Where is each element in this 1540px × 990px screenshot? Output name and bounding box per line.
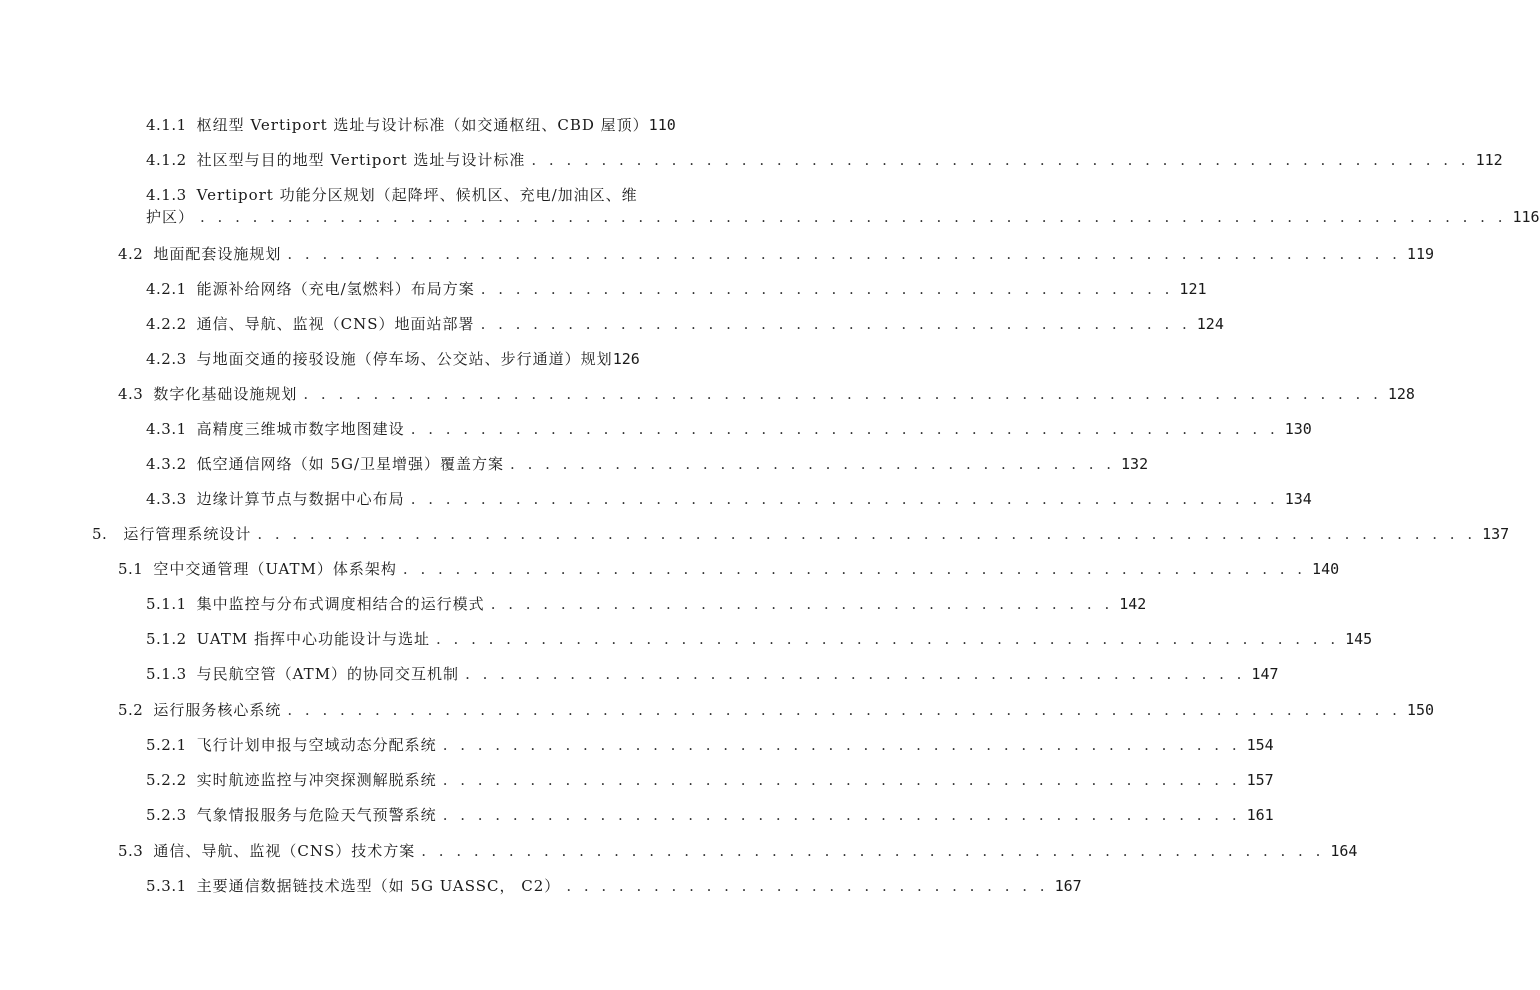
toc-title: 飞行计划申报与空域动态分配系统 (196, 736, 437, 754)
toc-entry-5-3[interactable] (118, 841, 1358, 861)
toc-entry-4-1-3-continued[interactable] (146, 207, 1540, 227)
toc-page: 128 (1387, 385, 1415, 403)
toc-leader: . . . . . . . . . . . . . . . . . . . . . . . . . . . . . . . . . . . . . . . . . . . . . (465, 665, 1246, 683)
toc-entry-5-2[interactable] (118, 700, 1435, 720)
toc-page: 154 (1246, 736, 1274, 754)
toc-page: 130 (1284, 420, 1312, 438)
toc-number: 4.1.2 (146, 151, 187, 169)
toc-number: 5.1.3 (146, 665, 187, 683)
toc-leader: . . . . . . . . . . . . . . . . . . . . . . . . . . . . . . . . . . . . . . . . . . . . . . . . . . . . (436, 630, 1340, 648)
toc-page: 140 (1312, 560, 1340, 578)
toc-leader: . . . . . . . . . . . . . . . . . . . . . . . . . . . . . . . . . . . . . . . . . . . . . . . . . . . . . . (531, 151, 1470, 169)
toc-number: 5.3 (118, 842, 144, 860)
toc-entry-4-2-1[interactable] (146, 279, 1207, 299)
toc-title: 枢纽型 Vertiport 选址与设计标准（如交通枢纽、CBD 屋顶） (196, 116, 649, 134)
toc-number: 5. (92, 525, 108, 543)
toc-page: 112 (1475, 151, 1503, 169)
toc-number: 4.2 (118, 245, 144, 263)
toc-entry-5-3-1[interactable] (146, 876, 1082, 896)
toc-number: 5.1.1 (146, 595, 187, 613)
toc-entry-4-3-3[interactable] (146, 489, 1312, 509)
toc-entry-4-3[interactable] (118, 384, 1415, 404)
toc-leader: . . . . . . . . . . . . . . . . . . . . . . . . . . . . (566, 877, 1049, 895)
toc-number: 4.1.1 (146, 116, 187, 134)
toc-title: 地面配套设施规划 (153, 245, 282, 263)
toc-number: 5.2.1 (146, 736, 187, 754)
toc-leader: . . . . . . . . . . . . . . . . . . . . . . . . . . . . . . . . . . . . . . . . . . . . . . . . . . . . (421, 842, 1325, 860)
toc-page: 142 (1119, 595, 1147, 613)
toc-title: 边缘计算节点与数据中心布局 (196, 490, 405, 508)
toc-number: 4.2.3 (146, 350, 187, 368)
toc-page: 132 (1121, 455, 1149, 473)
toc-entry-5-1-1[interactable] (146, 594, 1147, 614)
toc-entry-5-2-2[interactable] (146, 770, 1274, 790)
toc-entry-5-2-1[interactable] (146, 735, 1274, 755)
toc-leader: . . . . . . . . . . . . . . . . . . . . . . . . . . . . . . . . . . . . . . . . . . . . . . . . . . . . . . . . . . . . . . . . . . . . . . . . . . . (200, 208, 1507, 226)
toc-entry-4-1-2[interactable] (146, 150, 1503, 170)
toc-page: 121 (1179, 280, 1207, 298)
toc-number: 4.3.1 (146, 420, 187, 438)
toc-leader: . . . . . . . . . . . . . . . . . . . . . . . . . . . . . . . . . . . . . . . . . . . . . . . . . . . . . . . . . . . . . . . . . . . . . . (257, 525, 1477, 543)
toc-leader: . . . . . . . . . . . . . . . . . . . . . . . . . . . . . . . . . . . . . . . . . . . . . . . . . . . . . . . . . . . . . . (303, 385, 1382, 403)
toc-title: 高精度三维城市数字地图建设 (196, 420, 405, 438)
toc-page: 116 (1512, 208, 1540, 226)
toc-title: 低空通信网络（如 5G/卫星增强）覆盖方案 (196, 455, 505, 473)
toc-entry-4-2[interactable] (118, 244, 1435, 264)
toc-title: 能源补给网络（充电/氢燃料）布局方案 (196, 280, 475, 298)
toc-leader: . . . . . . . . . . . . . . . . . . . . . . . . . . . . . . . . . . . . . . . . . . . . . . . . . . . . . . . . . . . . . . . . (287, 245, 1401, 263)
toc-entry-5-1-3[interactable] (146, 664, 1279, 684)
toc-leader: . . . . . . . . . . . . . . . . . . . . . . . . . . . . . . . . . . . . . . . . . . . . . . . . . . (410, 490, 1279, 508)
toc-entry-4-1-3[interactable] (146, 185, 676, 205)
toc-page: 137 (1482, 525, 1510, 543)
toc-title: 实时航迹监控与冲突探测解脱系统 (196, 771, 437, 789)
toc-number: 4.3 (118, 385, 144, 403)
toc-number: 5.2.2 (146, 771, 187, 789)
toc-number: 5.1 (118, 560, 144, 578)
toc-entry-4-3-2[interactable] (146, 454, 1149, 474)
toc-page: 161 (1246, 806, 1274, 824)
toc-page: 126 (612, 350, 640, 368)
toc-leader: . . . . . . . . . . . . . . . . . . . . . . . . . . . . . . . . . . . . . . . . . . . . . . . . . . . . (402, 560, 1307, 578)
toc-number: 4.3.3 (146, 490, 187, 508)
toc-title: 与民航空管（ATM）的协同交互机制 (196, 665, 460, 683)
toc-title: 空中交通管理（UATM）体系架构 (153, 560, 397, 578)
toc-title: 通信、导航、监视（CNS）技术方案 (153, 842, 416, 860)
toc-leader: . . . . . . . . . . . . . . . . . . . . . . . . . . . . . . . . . . . . . . . . . . . . . . (442, 736, 1241, 754)
toc-title: 社区型与目的地型 Vertiport 选址与设计标准 (196, 151, 526, 169)
toc-number: 4.2.2 (146, 315, 187, 333)
toc-leader: . . . . . . . . . . . . . . . . . . . . . . . . . . . . . . . . . . . . . . . . . . . . . . . . . . . . . . . . . . . . . . . . (287, 701, 1401, 719)
toc-title: 主要通信数据链技术选型（如 5G UASSC， C2） (196, 877, 561, 895)
toc-page: 147 (1251, 665, 1279, 683)
toc-page: 145 (1345, 630, 1373, 648)
toc-page: 157 (1246, 771, 1274, 789)
toc-number: 4.2.1 (146, 280, 187, 298)
toc-title: Vertiport 功能分区规划（起降坪、候机区、充电/加油区、维 (196, 186, 638, 204)
toc-title-continued: 护区） (146, 208, 195, 226)
toc-page: 167 (1054, 877, 1082, 895)
toc-leader: . . . . . . . . . . . . . . . . . . . . . . . . . . . . . . . . . . . . . . . . . (480, 315, 1191, 333)
toc-number: 4.3.2 (146, 455, 187, 473)
toc-title: 通信、导航、监视（CNS）地面站部署 (196, 315, 475, 333)
toc-number: 5.1.2 (146, 630, 187, 648)
toc-leader: . . . . . . . . . . . . . . . . . . . . . . . . . . . . . . . . . . . . . . . . . . . . . . (442, 771, 1241, 789)
toc-number: 5.3.1 (146, 877, 187, 895)
toc-page: 119 (1406, 245, 1435, 263)
toc-title: 运行管理系统设计 (123, 525, 252, 543)
toc-leader: . . . . . . . . . . . . . . . . . . . . . . . . . . . . . . . . . . . . . . . . . . . . . . (442, 806, 1241, 824)
toc-page: 164 (1330, 842, 1358, 860)
toc-leader: . . . . . . . . . . . . . . . . . . . . . . . . . . . . . . . . . . . (510, 455, 1116, 473)
toc-entry-5-1-2[interactable] (146, 629, 1373, 649)
toc-title: 运行服务核心系统 (153, 701, 282, 719)
toc-number: 5.2 (118, 701, 144, 719)
toc-title: 气象情报服务与危险天气预警系统 (196, 806, 437, 824)
toc-entry-5-2-3[interactable] (146, 805, 1274, 825)
toc-page: 150 (1406, 701, 1435, 719)
toc-page: 134 (1284, 490, 1312, 508)
toc-title: 与地面交通的接驳设施（停车场、公交站、步行通道）规划 (196, 350, 613, 368)
toc-entry-4-2-3[interactable] (146, 349, 676, 369)
toc-page: 124 (1196, 315, 1224, 333)
toc-entry-4-3-1[interactable] (146, 419, 1312, 439)
toc-entry-4-1-1[interactable] (146, 115, 676, 135)
toc-entry-5-1[interactable] (118, 559, 1340, 579)
toc-entry-4-2-2[interactable] (146, 314, 1224, 334)
toc-title: UATM 指挥中心功能设计与选址 (196, 630, 430, 648)
toc-entry-5[interactable] (92, 524, 1510, 544)
toc-title: 集中监控与分布式调度相结合的运行模式 (196, 595, 485, 613)
toc-leader: . . . . . . . . . . . . . . . . . . . . . . . . . . . . . . . . . . . . . . . . . . . . . . . . . . (410, 420, 1279, 438)
toc-leader: . . . . . . . . . . . . . . . . . . . . . . . . . . . . . . . . . . . . (490, 595, 1114, 613)
toc-number: 4.1.3 (146, 186, 187, 204)
toc-number: 5.2.3 (146, 806, 187, 824)
toc-page: 110 (648, 116, 676, 134)
toc-title: 数字化基础设施规划 (153, 385, 298, 403)
toc-leader: . . . . . . . . . . . . . . . . . . . . . . . . . . . . . . . . . . . . . . . . (480, 280, 1174, 298)
